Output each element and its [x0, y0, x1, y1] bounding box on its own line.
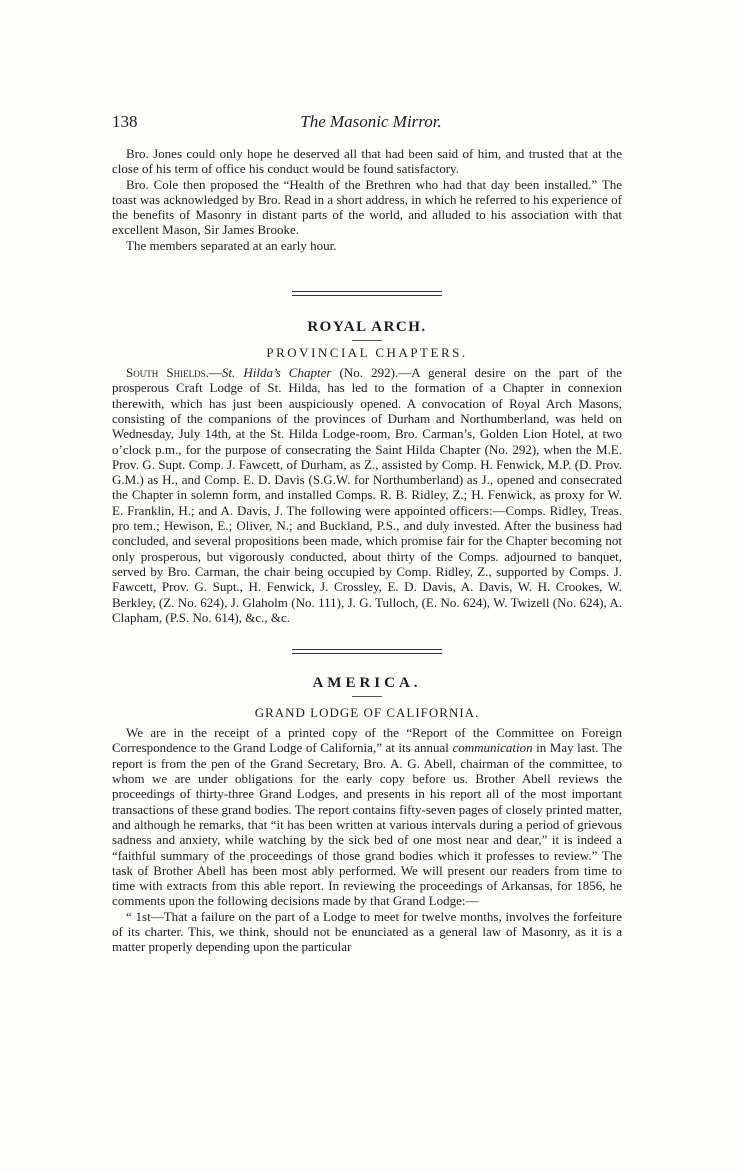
- america-paragraph: [112, 725, 622, 909]
- subhead-provincial-chapters: PROVINCIAL CHAPTERS.: [266, 345, 468, 361]
- lead-dash: —: [208, 365, 222, 381]
- journal-title: The Masonic Mirror.: [300, 112, 442, 131]
- america-text-end: in May last. The report is from the pen of the Grand Secretary, Bro. A. G. Abell, chairman of the committee, to whom we are under obligations for the early copy before us. Brother Abell reviews the proceedings of thirty-three Grand Lodges, and presents in his report all of the most important transactions of these grand bodies. The report contains fifty-seven pages of closely printed matter, and although he remarks, that “it has been written at various intervals during a period of grievous sadness and anxiety, while watching by the sick bed of one most near and dear,” it is indeed a “faithful summary of the proceedings of those grand bodies which it professes to review.” The task of Brother Abell has been most ably performed. We will present our readers from time to time with extracts from this able report. In reviewing the proceedings of Arkansas, for 1856, he comments upon the following decisions made by that Grand Lodge:—: [112, 740, 622, 909]
- subhead-grand-lodge-california: GRAND LODGE OF CALIFORNIA.: [254, 705, 480, 721]
- chapter-name: St. Hilda’s Chapter: [221, 365, 332, 381]
- title-rule: [352, 340, 382, 341]
- page-number: 138: [112, 112, 138, 131]
- section-title-royal-arch: ROYAL ARCH.: [307, 319, 427, 336]
- royal-arch-body: (No. 292).—A general desire on the part of the prosperous Craft Lodge of St. Hilda, has led to the formation of a Chapter in connexion therewith, which has just been auspiciously opened. A convocation of Royal Arch Masons, consisting of the companions of the provinces of Durham and Northumberland, was held on Wednesday, July 14th, at the St. Hilda Lodge-room, Bro. Carman’s, Golden Lion Hotel, at two o’clock p.m., for the purpose of consecrating the Saint Hilda Chapter (No. 292), when the M.E. Prov. G. Supt. Comp. J. Fawcett, of Durham, as Z., assisted by Comp. H. Fenwick, M.P. (D. Prov. G.M.) as H., and Comp. E. D. Davis (S.G.W. for Northumberland) as J., opened and consecrated the Chapter in solemn form, and installed Comps. R. B. Ridley, Z.; H. Fenwick, as proxy for W. E. Franklin, H.; and A. Davis, J. The following were appointed officers:—Comps. Ridley, Treas. pro tem.; Hewison, E.; Oliver, N.; and Buckland, P.S., and duly invested. After the business had concluded, and several propositions been made, which promise fair for the Chapter becoming not only prosperous, but vigorously conducted, about thirty of the Comps. adjourned to banquet, served by Bro. Carman, the chair being occupied by Comp. Ridley, Z., supported by Comps. J. Fawcett, Prov. G. Supt., H. Fenwick, J. Crossley, E. D. Davis, A. Davis, W. H. Crookes, W. Berkley, (Z. No. 624), J. Glaholm (No. 111), J. G. Tulloch, (E. No. 624), W. Twizell (No. 624), A. Clapham, (P.S. No. 614), &c., &c.: [112, 365, 622, 625]
- title-rule: [352, 696, 382, 697]
- section-title-america: AMERICA.: [312, 675, 422, 692]
- place-name: South Shields.: [126, 365, 209, 381]
- intro-paragraph: The members separated at an early hour.: [126, 237, 337, 253]
- running-head: [112, 112, 630, 136]
- america-text-start: We are in the receipt of a printed copy of the “Report of the Committee on Foreign Correspondence to the Grand Lodge of California,” at its annual: [112, 725, 622, 756]
- article-content: [112, 146, 622, 955]
- royal-arch-paragraph: [112, 365, 622, 625]
- intro-paragraph: Bro. Jones could only hope he deserved all that had been said of him, and trusted that at the close of his term of office his conduct would be found satisfactory.: [112, 146, 622, 177]
- america-italic-word: communication: [452, 740, 533, 756]
- section-divider: [292, 649, 442, 654]
- quotation-paragraph: “ 1st—That a failure on the part of a Lodge to meet for twelve months, involves the forfeiture of its charter. This, we think, should not be enunciated as a general law of Masonry, as it is a matter properly depending upon the particular: [112, 908, 622, 955]
- section-divider: [292, 291, 442, 296]
- intro-paragraph: Bro. Cole then proposed the “Health of the Brethren who had that day been installed.” The toast was acknowledged by Bro. Read in a short address, in which he referred to his experience of the benefits of Masonry in distant parts of the world, and alluded to his association with that excellent Mason, Sir James Brooke.: [112, 176, 622, 238]
